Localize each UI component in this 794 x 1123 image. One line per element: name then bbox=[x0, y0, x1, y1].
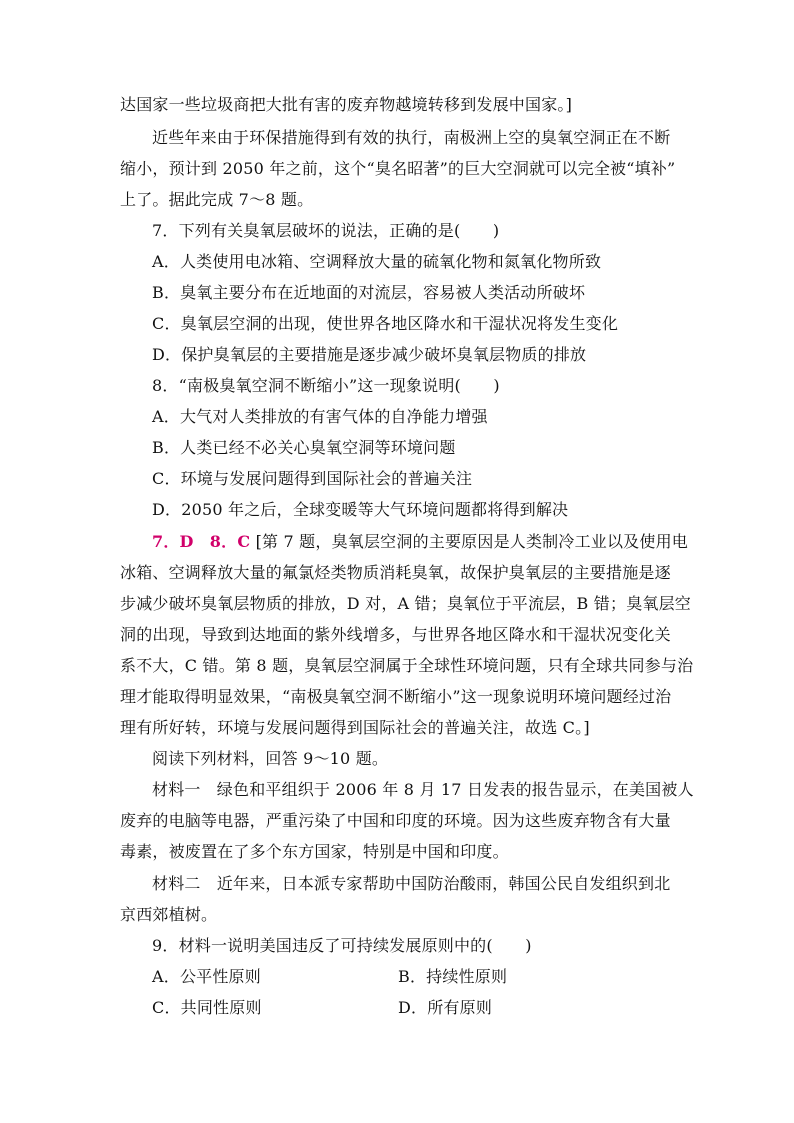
question-7-option-b: B．臭氧主要分布在近地面的对流层，容易被人类活动所破坏 bbox=[152, 283, 586, 302]
answer-explanation-line: 冰箱、空调释放大量的氟氯烃类物质消耗臭氧，故保护臭氧层的主要措施是逐 bbox=[120, 563, 671, 582]
question-8-option-d: D．2050 年之后，全球变暖等大气环境问题都将得到解决 bbox=[152, 500, 569, 519]
question-8-option-c: C．环境与发展问题得到国际社会的普遍关注 bbox=[152, 469, 473, 488]
answer-line bbox=[152, 532, 688, 552]
answer-explanation-line: 洞的出现，导致到达地面的紫外线增多，与世界各地区降水和干湿状况变化关 bbox=[120, 625, 671, 644]
question-7-option-a: A．人类使用电冰箱、空调释放大量的硫氧化物和氮氧化物所致 bbox=[152, 252, 602, 271]
question-8-option-b: B．人类已经不必关心臭氧空洞等环境问题 bbox=[152, 438, 456, 457]
answer-explanation-line: 系不大，C 错。第 8 题，臭氧层空洞属于全球性环境问题，只有全球共同参与治 bbox=[120, 656, 694, 675]
material-1-line: 毒素，被废置在了多个东方国家，特别是中国和印度。 bbox=[120, 842, 509, 861]
answer-explanation: [第 7 题，臭氧层空洞的主要原因是人类制冷工业以及使用电 bbox=[255, 532, 688, 551]
material-2-line: 材料二 近年来，日本派专家帮助中国防治酸雨，韩国公民自发组织到北 bbox=[152, 874, 671, 893]
paragraph-line: 上了。据此完成 7～8 题。 bbox=[120, 190, 314, 209]
question-8: 8．“南极臭氧空洞不断缩小”这一现象说明( ) bbox=[152, 376, 500, 395]
question-9-option-b: B．持续性原则 bbox=[398, 967, 508, 986]
answer-explanation-line: 步减少破坏臭氧层物质的排放，D 对，A 错；臭氧位于平流层，B 错；臭氧层空 bbox=[120, 594, 691, 613]
paragraph-line: 缩小，预计到 2050 年之前，这个“臭名昭著”的巨大空洞就可以完全被“填补” bbox=[120, 159, 676, 178]
paragraph-line: 达国家一些垃圾商把大批有害的废弃物越境转移到发展中国家。] bbox=[120, 95, 573, 114]
question-7-option-c: C．臭氧层空洞的出现，使世界各地区降水和干湿状况将发生变化 bbox=[152, 314, 619, 333]
question-7: 7．下列有关臭氧层破坏的说法，正确的是( ) bbox=[152, 221, 500, 240]
question-9-option-a: A．公平性原则 bbox=[152, 967, 261, 986]
question-9-option-c: C．共同性原则 bbox=[152, 998, 262, 1017]
question-9: 9．材料一说明美国违反了可持续发展原则中的( ) bbox=[152, 936, 532, 955]
material-1-line: 材料一 绿色和平组织于 2006 年 8 月 17 日发表的报告显示，在美国被人 bbox=[152, 780, 694, 799]
answer-key: 7．D 8．C bbox=[152, 532, 251, 551]
material-1-line: 废弃的电脑等电器，严重污染了中国和印度的环境。因为这些废弃物含有大量 bbox=[120, 811, 671, 830]
reading-instruction: 阅读下列材料，回答 9～10 题。 bbox=[152, 749, 389, 768]
question-7-option-d: D．保护臭氧层的主要措施是逐步减少破坏臭氧层物质的排放 bbox=[152, 345, 587, 364]
paragraph-line: 近些年来由于环保措施得到有效的执行，南极洲上空的臭氧空洞正在不断 bbox=[152, 128, 671, 147]
answer-explanation-line: 理有所好转，环境与发展问题得到国际社会的普遍关注，故选 C。] bbox=[120, 718, 590, 737]
answer-explanation-line: 理才能取得明显效果，“南极臭氧空洞不断缩小”这一现象说明环境问题经过治 bbox=[120, 687, 672, 706]
question-9-option-d: D．所有原则 bbox=[398, 998, 493, 1017]
question-8-option-a: A．大气对人类排放的有害气体的自净能力增强 bbox=[152, 407, 488, 426]
material-2-line: 京西郊植树。 bbox=[120, 905, 218, 924]
